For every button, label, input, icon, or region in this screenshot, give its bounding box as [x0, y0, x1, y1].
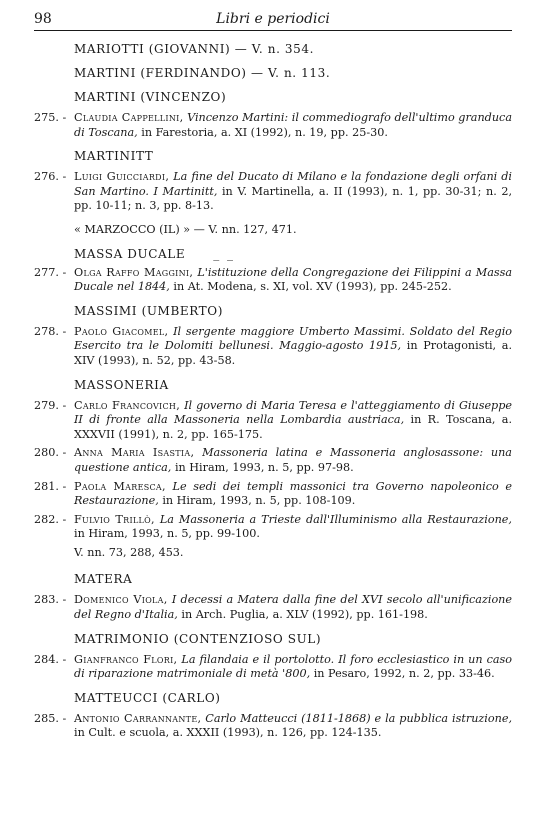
subject-heading: MARIOTTI (GIOVANNI) — V. n. 354.	[74, 42, 315, 56]
entry-author: Gianfranco Flori,	[74, 652, 178, 666]
entry-title: Carlo Matteucci (1811-1868) e la pubblica istruzione,	[205, 711, 513, 725]
entry-author: Paola Maresca,	[74, 479, 166, 493]
subject-heading-text: MASSA DUCALE	[74, 246, 186, 261]
dash-mark: _ _	[213, 246, 236, 261]
entry-number: 276. -	[34, 170, 67, 184]
entry-source: in Cult. e scuola, a. XXXII (1993), n. 126, pp. 124-135.	[74, 726, 382, 740]
bibliography-entry	[34, 325, 512, 369]
entry-title: Massoneria latina e Massoneria anglosassone: una questione antica,	[74, 446, 512, 474]
entry-number: 275. -	[34, 111, 67, 124]
subject-heading	[34, 247, 512, 262]
entry-title: La filandaia e il portolotto. Il foro ecclesiastico in un caso di riparazione matrimoniale di metà '800,	[74, 652, 512, 681]
entry-author: Fulvio Trillò,	[74, 512, 155, 526]
entry-number: 282. -	[34, 512, 67, 526]
entry-number: 283. -	[34, 593, 67, 607]
entry-number: 277. -	[34, 265, 67, 279]
entry-title: La Massoneria a Trieste dall'Illuminismo alla Restaurazione,	[159, 512, 512, 526]
subject-heading: MATTEUCCI (CARLO)	[74, 690, 221, 705]
entry-author: Paolo Giacomel,	[74, 324, 169, 338]
entry-title: Il sergente maggiore Umberto Massimi. Soldato del Regio Esercito tra le Dolomiti bellunesi. Maggio-agosto 1915,	[74, 324, 513, 353]
bibliography-entry	[34, 111, 512, 140]
subject-heading: MASSIMI (UMBERTO)	[74, 303, 223, 318]
entry-author: Carlo Francovich,	[74, 398, 181, 412]
entry-number: 279. -	[34, 398, 67, 412]
entry-source: in Pesaro, 1992, n. 2, pp. 33-46.	[313, 667, 495, 681]
bibliography-entry	[34, 712, 512, 741]
running-title: Libri e periodici	[216, 11, 330, 27]
entry-number: 284. -	[34, 652, 67, 666]
entry-source: in Arch. Puglia, a. XLV (1992), pp. 161-198.	[181, 608, 428, 622]
entry-title: Le sedi dei templi massonici tra Governo napoleonico e Restaurazione,	[74, 479, 512, 508]
entry-author: Olga Raffo Maggini,	[74, 265, 194, 279]
bibliography-entry	[34, 480, 512, 509]
entry-title: I decessi a Matera dalla fine del XVI secolo all'unificazione del Regno d'Italia,	[74, 593, 513, 622]
entry-author: Claudia Cappellini,	[74, 111, 184, 124]
entry-number: 278. -	[34, 324, 67, 338]
entry-source: in R. Toscana, a. XXXVII (1991), n. 2, pp. 165-175.	[74, 413, 513, 441]
bibliography-entry	[34, 513, 512, 542]
subject-heading: MARTINITT	[74, 149, 154, 164]
entry-author: Domenico Viola,	[74, 593, 168, 607]
entry-number: 281. -	[34, 479, 67, 493]
subject-heading: MARTINI (FERDINANDO) — V. n. 113.	[74, 66, 331, 80]
entry-title: L'istituzione della Congregazione dei Filippini a Massa Ducale nel 1844,	[74, 265, 513, 294]
entry-title: La fine del Ducato di Milano e la fondazione degli orfani di San Martino. I Martinitt,	[74, 170, 512, 198]
cross-reference: « MARZOCCO (IL) » — V. nn. 127, 471.	[74, 222, 297, 236]
entry-title: Il governo di Maria Teresa e l'atteggiamento di Giuseppe II di fronte alla Massoneria nella Lombardia austriaca,	[74, 398, 513, 427]
subject-heading: MARTINI (VINCENZO)	[74, 90, 227, 104]
page-number: 98	[34, 11, 52, 27]
bibliography-entry	[34, 653, 512, 682]
entry-author: Luigi Guicciardi,	[74, 170, 170, 184]
entry-number: 280. -	[34, 446, 67, 460]
bibliography-entry	[34, 593, 512, 622]
entry-source: in Hiram, 1993, n. 5, pp. 108-109.	[162, 494, 356, 508]
bibliography-entry	[34, 170, 512, 214]
bibliography-entry	[34, 399, 512, 443]
entry-author: Anna Maria Isastia,	[74, 446, 195, 460]
entry-source: in Protagonisti, a. XIV (1993), n. 52, pp. 43-58.	[74, 339, 513, 367]
page-body	[34, 42, 512, 741]
entry-author: Antonio Carrannante,	[74, 711, 202, 725]
entry-source: in Farestoria, a. XI (1992), n. 19, pp. 25-30.	[141, 125, 388, 139]
bibliography-entry	[34, 266, 512, 295]
entry-title: Vincenzo Martini: il commediografo dell'ultimo granduca di Toscana,	[74, 111, 512, 139]
page-header	[34, 8, 512, 31]
entry-source: in V. Martinella, a. II (1993), n. 1, pp. 30-31; n. 2, pp. 10-11; n. 3, pp. 8-13.	[74, 184, 512, 213]
subject-heading: MATERA	[74, 572, 133, 587]
cross-reference: V. nn. 73, 288, 453.	[74, 545, 184, 559]
subject-heading: MASSONERIA	[74, 377, 169, 392]
entry-number: 285. -	[34, 711, 67, 725]
subject-heading: MATRIMONIO (CONTENZIOSO SUL)	[74, 631, 322, 646]
entry-source: in At. Modena, s. XI, vol. XV (1993), pp. 245-252.	[173, 280, 452, 294]
bibliography-entry	[34, 446, 512, 475]
entry-source: in Hiram, 1993, n. 5, pp. 99-100.	[74, 527, 260, 541]
entry-source: in Hiram, 1993, n. 5, pp. 97-98.	[174, 460, 354, 474]
